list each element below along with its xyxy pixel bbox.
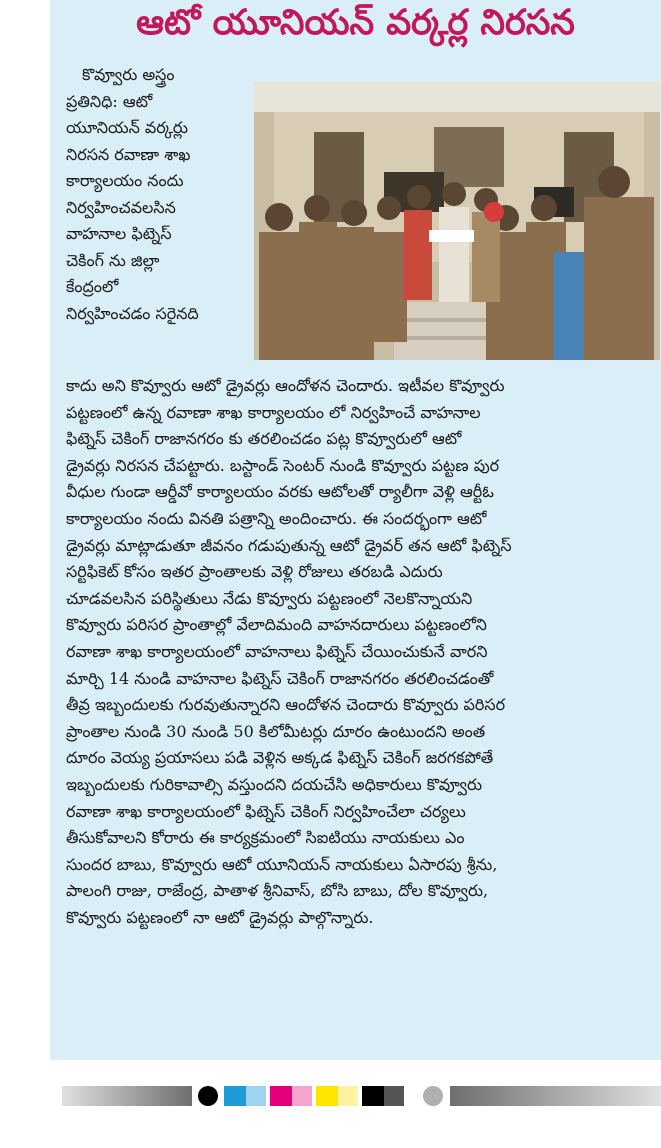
registration-tint-swatch <box>292 1086 312 1106</box>
body-line: సర్టిఫికెట్ కోసం ఇతర ప్రాంతాలకు వెళ్లి రోజులు తరబడి ఎదురు <box>66 562 443 582</box>
body-line: రవాణా శాఖ కార్యాలయంలో వాహనాలు ఫిట్నెస్ చేయించుకునే వారని <box>66 641 488 661</box>
lead-line: చెకింగ్ ను జిల్లా <box>66 250 160 270</box>
lead-line: కార్యాలయం నందు <box>66 171 184 190</box>
article-lead-column <box>66 62 250 327</box>
lead-line: కొవ్వూరు అస్త్రం <box>82 65 175 84</box>
registration-tint-swatch <box>338 1086 358 1106</box>
body-line: ప్రాంతాల నుండి 30 నుండి 50 కిలోమీటర్లు దూరం ఉంటుందని అంత <box>66 721 486 741</box>
article-body <box>66 373 660 931</box>
print-registration-strip <box>50 1082 661 1110</box>
body-line: దూరం వెయ్య ప్రయాసలు పడి వెళ్లిన అక్కడ ఫిట్నెస్ చెకింగ్ జరగకపోతే <box>66 748 494 768</box>
registration-swatch <box>362 1086 384 1106</box>
lead-line: ప్రతినిధి: ఆటో <box>66 91 153 111</box>
body-line: తీసుకోవాలని కోరారు ఈ కార్యక్రమంలో సిఐటియు నాయకులు ఎం <box>66 828 465 848</box>
lead-line: యూనియన్ వర్కర్లు <box>66 118 188 137</box>
lead-line: నిర్వహించడం సరైనది <box>66 303 199 323</box>
body-line: వీధుల గుండా ఆర్డీవో కార్యాలయం వరకు ఆటోలతో ర్యాలీగా వెళ్లి ఆర్టీఓ <box>66 482 494 502</box>
registration-tint-swatch <box>384 1086 404 1106</box>
body-line: ఫిట్నెస్ చెకింగ్ రాజానగరం కు తరలించడం పట్ల కొవ్వూరులో ఆటో <box>66 429 462 449</box>
body-line: డ్రైవర్లు నిరసన చేపట్టారు. బస్టాండ్ సెంటర్ నుండి కొవ్వూరు పట్టణ పుర <box>66 455 500 475</box>
body-line: తీవ్ర ఇబ్బందులకు గురవుతున్నారని ఆందోళన చెందారు కొవ్వూరు పరిసర <box>66 695 506 715</box>
registration-swatch <box>224 1086 246 1106</box>
body-line: డ్రైవర్లు మాట్లాడుతూ జీవనం గడుపుతున్న ఆటో డ్రైవర్ తన ఆటో ఫిట్నెస్ <box>66 535 512 555</box>
body-line: కొవ్వూరు పరిసర ప్రాంతాల్లో వేలాదిమంది వాహనదారులు పట్టణంలోని <box>66 615 487 635</box>
body-line: పాలంగి రాజు, రాజేంద్ర, పాతాళ శ్రీనివాస్, బోసి బాబు, దోల కొవ్వూరు, <box>66 881 489 901</box>
news-photo <box>254 82 660 360</box>
body-line: కాదు అని కొవ్వూరు ఆటో డ్రైవర్లు ఆందోళన చెందారు. ఇటీవల కొవ్వూరు <box>66 376 505 395</box>
body-line: చూడవలసిన పరిస్థితులు నేడు కొవ్వూరు పట్టణంలో నెలకొన్నాయని <box>66 588 473 608</box>
body-line: ఇబ్బందులకు గురికావాల్సి వస్తుందని దయచేసి అధికారులు కొవ్వూరు <box>66 774 482 794</box>
body-line: రవాణా శాఖ కార్యాలయంలో ఫిట్నెస్ చెకింగ్ నిర్వహించేలా చర్యలు <box>66 801 466 821</box>
body-line: పట్టణంలో ఉన్న రవాణా శాఖ కార్యాలయం లో నిర్వహించే వాహనాల <box>66 402 481 422</box>
article-headline: ఆటో యూనియన్ వర్కర్ల నిరసన <box>136 3 575 43</box>
registration-swatch <box>316 1086 338 1106</box>
registration-tint-swatch <box>246 1086 266 1106</box>
body-line: కొవ్వూరు పట్టణంలో నా ఆటో డ్రైవర్లు పాల్గొన్నారు. <box>66 907 374 927</box>
body-line: మార్చి 14 నుండి వాహనాల ఫిట్నెస్ చెకింగ్ రాజానగరం తరలించడంతో <box>66 668 494 688</box>
body-line: సుందర బాబు, కొవ్వూరు ఆటో యూనియన్ నాయకులు ఏసారపు శ్రీను, <box>66 854 498 874</box>
lead-line: నిర్వహించవలసిన <box>66 197 176 217</box>
registration-swatch <box>270 1086 292 1106</box>
lead-line: కేంద్రంలో <box>66 277 119 296</box>
lead-line: వాహనాల ఫిట్నెస్ <box>66 224 172 243</box>
lead-line: నిరసన రవాణా శాఖ <box>66 144 191 164</box>
body-line: కార్యాలయం నందు వినతి పత్రాన్ని అందించారు. ఈ సందర్భంగా ఆటో <box>66 508 487 528</box>
